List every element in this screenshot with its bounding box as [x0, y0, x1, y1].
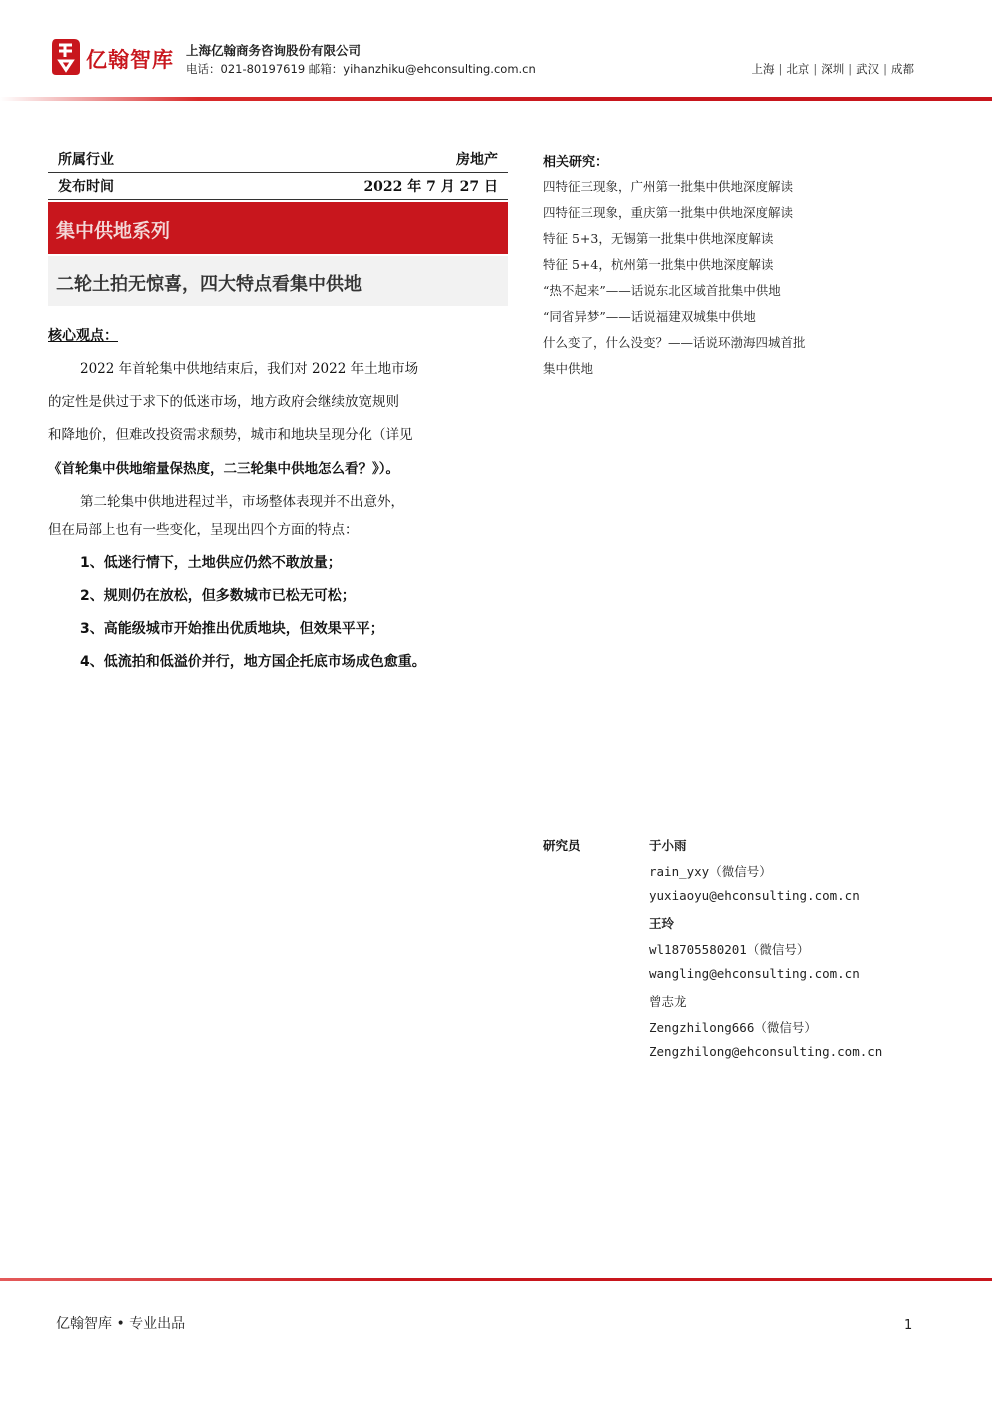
date-value: 2022 年 7 月 27 日	[363, 179, 498, 195]
date-label: 发布时间	[58, 179, 114, 195]
key-point-3: 3、高能级城市开始推出优质地块，但效果平平；	[80, 621, 384, 637]
meta-industry-row	[48, 145, 508, 173]
body-line: 和降地价，但难改投资需求颓势，城市和地块呈现分化（详见	[48, 427, 413, 443]
city-separator: |	[813, 62, 818, 76]
city-beijing: 北京	[786, 62, 810, 76]
body-line: 2022 年首轮集中供地结束后，我们对 2022 年土地市场	[80, 361, 419, 377]
related-research-item: “热不起来”——话说东北区域首批集中供地	[543, 283, 781, 298]
core-view-heading: 核心观点：	[48, 328, 118, 344]
industry-value: 房地产	[456, 152, 498, 168]
related-research-item: “同省异梦”——话说福建双城集中供地	[543, 309, 756, 324]
footer-divider	[0, 1278, 992, 1281]
body-line: 的定性是供过于求下的低迷市场，地方政府会继续放宽规则	[48, 394, 399, 410]
industry-label: 所属行业	[58, 152, 114, 168]
city-shanghai: 上海	[751, 62, 775, 76]
page-number: 1	[904, 1318, 913, 1333]
related-research-item: 什么变了，什么没变？——话说环渤海四城首批	[543, 335, 806, 350]
company-name: 上海亿翰商务咨询股份有限公司	[186, 43, 362, 58]
body-line: 第二轮集中供地进程过半，市场整体表现并不出意外，	[80, 494, 404, 510]
researcher-name: 于小雨	[649, 838, 687, 853]
researcher-wechat: wl18705580201（微信号）	[649, 942, 810, 957]
researcher-email: yuxiaoyu@ehconsulting.com.cn	[649, 888, 860, 903]
office-cities	[752, 61, 915, 77]
related-research-item: 特征 5+3，无锡第一批集中供地深度解读	[543, 231, 774, 246]
city-separator: |	[778, 62, 783, 76]
related-research-item: 四特征三现象，广州第一批集中供地深度解读	[543, 179, 794, 194]
city-shenzhen: 深圳	[821, 62, 845, 76]
researcher-name: 曾志龙	[649, 994, 687, 1009]
body-line-referenced-report: 《首轮集中供地缩量保热度，二三轮集中供地怎么看？》）。	[48, 461, 399, 477]
researcher-wechat: rain_yxy（微信号）	[649, 864, 772, 879]
report-title: 二轮土拍无惊喜，四大特点看集中供地	[56, 274, 362, 295]
contact-line: 电话：021-80197619 邮箱：yihanzhiku@ehconsulting.com.cn	[186, 62, 536, 76]
researcher-wechat: Zengzhilong666（微信号）	[649, 1020, 817, 1035]
city-separator: |	[883, 62, 887, 76]
key-point-1: 1、低迷行情下，土地供应仍然不敢放量；	[80, 555, 342, 571]
body-line: 但在局部上也有一些变化，呈现出四个方面的特点：	[48, 522, 359, 538]
researcher-name: 王玲	[649, 916, 675, 931]
series-label: 集中供地系列	[56, 220, 171, 242]
related-research-item: 特征 5+4，杭州第一批集中供地深度解读	[543, 257, 774, 272]
header-divider	[0, 97, 992, 101]
related-research-item: 四特征三现象，重庆第一批集中供地深度解读	[543, 205, 794, 220]
meta-date-row	[48, 172, 508, 200]
researcher-email: Zengzhilong@ehconsulting.com.cn	[649, 1044, 883, 1059]
footer-text: 亿翰智库 • 专业出品	[56, 1316, 186, 1332]
related-research-item: 集中供地	[543, 361, 594, 376]
brand-name: 亿翰智库	[86, 48, 174, 72]
researcher-email: wangling@ehconsulting.com.cn	[649, 966, 860, 981]
researcher-label: 研究员	[543, 838, 581, 853]
city-chengdu: 成都	[891, 62, 914, 76]
yihan-seal-logo-icon	[50, 37, 82, 77]
city-separator: |	[848, 62, 853, 76]
key-point-2: 2、规则仍在放松，但多数城市已松无可松；	[80, 588, 356, 604]
key-point-4: 4、低流拍和低溢价并行，地方国企托底市场成色愈重。	[80, 654, 426, 670]
city-wuhan: 武汉	[856, 62, 880, 76]
related-research-heading: 相关研究：	[543, 155, 609, 170]
